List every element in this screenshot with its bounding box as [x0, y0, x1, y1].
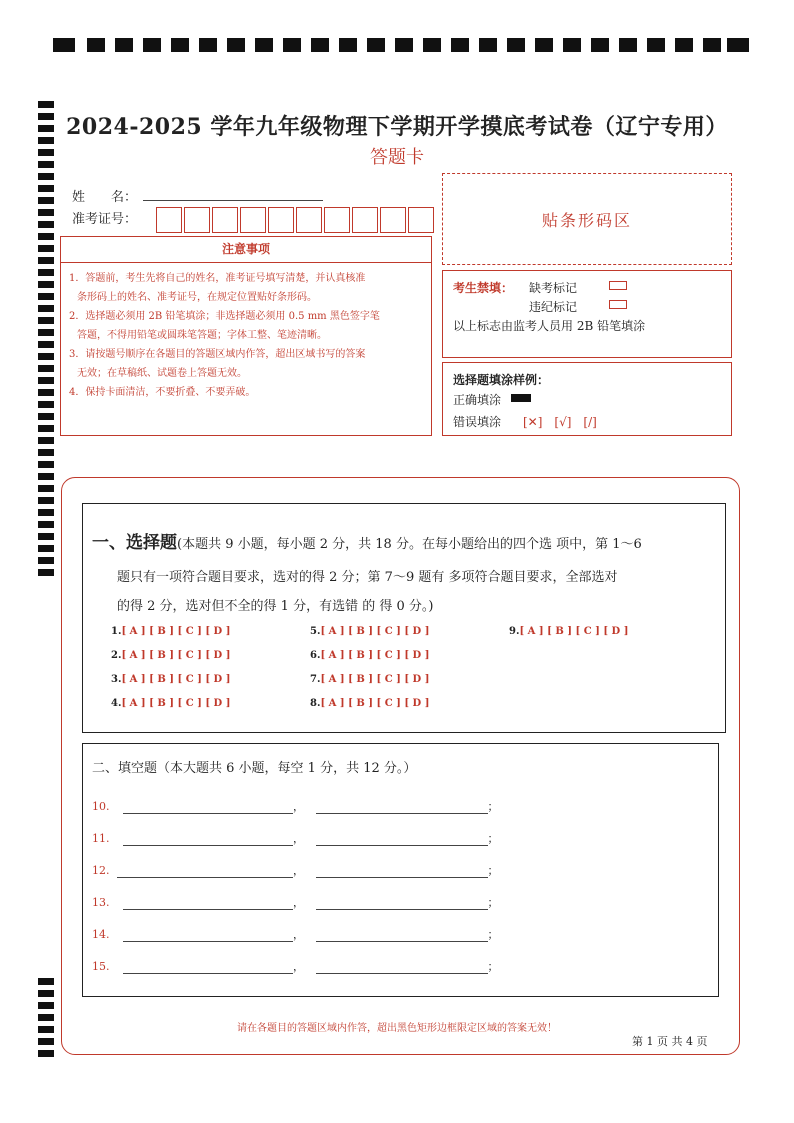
semicolon: ；: [487, 832, 499, 845]
name-input-line[interactable]: [143, 200, 323, 201]
absent-mark-box[interactable]: [609, 281, 627, 290]
proctor-only-box: [442, 270, 732, 358]
choice-bubbles[interactable]: [ A ] [ B ] [ C ] [ D ]: [320, 626, 430, 637]
mc-question-3[interactable]: [111, 674, 230, 685]
choice-bubbles[interactable]: [ A ] [ B ] [ C ] [ D ]: [519, 626, 629, 637]
fill-blank-heading: 二、填空题（本大题共 6 小题，每空 1 分，共 12 分。）: [92, 761, 417, 776]
fill-row-10: [92, 798, 499, 814]
comma: ，: [293, 928, 304, 941]
wrong-fill-label: 错误填涂: [453, 415, 502, 429]
notice-item: 1．答题前，考生先将自己的姓名，准考证号填写清楚，并认真核准: [69, 273, 366, 284]
proctor-note: 以上标志由监考人员用 2B 铅笔填涂: [453, 319, 646, 333]
exam-number-boxes[interactable]: [156, 207, 436, 233]
answer-blank[interactable]: [316, 845, 488, 846]
question-number: 5.: [310, 626, 321, 637]
answer-blank[interactable]: [123, 909, 293, 910]
semicolon: ；: [487, 928, 499, 941]
sample-title: 选择题填涂样例：: [453, 373, 550, 387]
fill-row-12: [92, 862, 499, 878]
choice-bubbles[interactable]: [ A ] [ B ] [ C ] [ D ]: [121, 650, 231, 661]
question-number: 9.: [509, 626, 520, 637]
fill-row-11: [92, 830, 499, 846]
semicolon: ；: [487, 864, 499, 877]
mc-question-7[interactable]: [310, 674, 429, 685]
exam-number-label: 准考证号：: [72, 212, 138, 227]
notice-box: [60, 236, 432, 436]
notice-item: 条形码上的姓名、准考证号，在规定位置贴好条形码。: [77, 292, 317, 303]
mc-instructions-line3: 的得 2 分，选对但不全的得 1 分，有选错 的 得 0 分。): [117, 599, 434, 614]
mc-instructions-line1: [92, 528, 642, 560]
answer-blank[interactable]: [316, 973, 488, 974]
mc-question-4[interactable]: [111, 698, 230, 709]
mc-question-8[interactable]: [310, 698, 429, 709]
question-number: 14.: [92, 928, 110, 941]
mc-question-2[interactable]: [111, 650, 230, 661]
mc-question-1[interactable]: [111, 626, 230, 637]
answer-blank[interactable]: [123, 941, 293, 942]
notice-item: 3．请按题号顺序在各题目的答题区域内作答，超出区域书写的答案: [69, 349, 366, 360]
page-number: 第 1 页 共 4 页: [632, 1035, 708, 1048]
choice-bubbles[interactable]: [ A ] [ B ] [ C ] [ D ]: [320, 674, 430, 685]
notice-item: 2．选择题必须用 2B 铅笔填涂；非选择题必须用 0.5 mm 黑色签字笔: [69, 311, 380, 322]
footer-warning: 请在各题目的答题区域内作答，超出黑色矩形边框限定区域的答案无效！: [237, 1023, 557, 1034]
question-number: 6.: [310, 650, 321, 661]
mc-heading: 一、选择题: [92, 533, 177, 553]
choice-bubbles[interactable]: [ A ] [ B ] [ C ] [ D ]: [121, 674, 231, 685]
top-timing-marks: [53, 38, 749, 52]
choice-bubbles[interactable]: [ A ] [ B ] [ C ] [ D ]: [121, 626, 231, 637]
mc-question-5[interactable]: [310, 626, 429, 637]
fill-row-14: [92, 926, 499, 942]
mc-instructions-line2: 题只有一项符合题目要求，选对的得 2 分；第 7～9 题有 多项符合题目要求，全部选对: [117, 570, 618, 585]
comma: ，: [293, 800, 304, 813]
question-number: 10.: [92, 800, 110, 813]
barcode-area: 贴条形码区: [442, 173, 732, 265]
question-number: 4.: [111, 698, 122, 709]
fill-row-13: [92, 894, 499, 910]
comma: ，: [293, 832, 304, 845]
choice-bubbles[interactable]: [ A ] [ B ] [ C ] [ D ]: [121, 698, 231, 709]
semicolon: ；: [487, 800, 499, 813]
answer-blank[interactable]: [123, 973, 293, 974]
notice-item: 无效；在草稿纸、试题卷上答题无效。: [77, 368, 247, 379]
semicolon: ；: [487, 896, 499, 909]
question-number: 8.: [310, 698, 321, 709]
question-number: 1.: [111, 626, 122, 637]
answer-blank[interactable]: [316, 877, 488, 878]
notice-item: 答题，不得用铅笔或圆珠笔答题；字体工整、笔迹清晰。: [77, 330, 327, 341]
question-number: 15.: [92, 960, 110, 973]
question-number: 3.: [111, 674, 122, 685]
semicolon: ；: [487, 960, 499, 973]
answer-blank[interactable]: [123, 845, 293, 846]
choice-bubbles[interactable]: [ A ] [ B ] [ C ] [ D ]: [320, 698, 430, 709]
absent-label: 缺考标记: [529, 281, 578, 295]
mc-instruction-text: (本题共 9 小题，每小题 2 分，共 18 分。在每小题给出的四个选 项中，第 1～6: [177, 537, 642, 552]
violation-mark-box[interactable]: [609, 300, 627, 309]
comma: ，: [293, 896, 304, 909]
question-number: 11.: [92, 832, 110, 845]
correct-fill-label: 正确填涂: [453, 393, 502, 407]
question-number: 13.: [92, 896, 110, 909]
left-timing-marks-top: [38, 101, 54, 581]
proctor-title: 考生禁填：: [453, 281, 514, 295]
answer-blank[interactable]: [316, 813, 488, 814]
comma: ，: [293, 864, 304, 877]
wrong-fill-examples: [✕] [√] [/]: [523, 415, 597, 429]
choice-bubbles[interactable]: [ A ] [ B ] [ C ] [ D ]: [320, 650, 430, 661]
question-number: 12.: [92, 864, 110, 877]
question-number: 7.: [310, 674, 321, 685]
mc-question-9[interactable]: [509, 626, 628, 637]
answer-blank[interactable]: [316, 941, 488, 942]
correct-fill-example: [511, 394, 531, 402]
comma: ，: [293, 960, 304, 973]
answer-blank[interactable]: [316, 909, 488, 910]
answer-card-subtitle: 答题卡: [370, 147, 424, 168]
notice-title: 注意事项: [61, 237, 431, 263]
violation-label: 违纪标记: [529, 300, 578, 314]
answer-blank[interactable]: [123, 813, 293, 814]
name-label: 姓 名：: [72, 190, 138, 205]
answer-blank[interactable]: [117, 877, 293, 878]
page-title: 2024-2025 学年九年级物理下学期开学摸底考试卷（辽宁专用）: [66, 114, 728, 140]
fill-row-15: [92, 958, 499, 974]
question-number: 2.: [111, 650, 122, 661]
mc-question-6[interactable]: [310, 650, 429, 661]
notice-item: 4．保持卡面清洁，不要折叠、不要弄破。: [69, 387, 256, 398]
fill-sample-box: [442, 362, 732, 436]
